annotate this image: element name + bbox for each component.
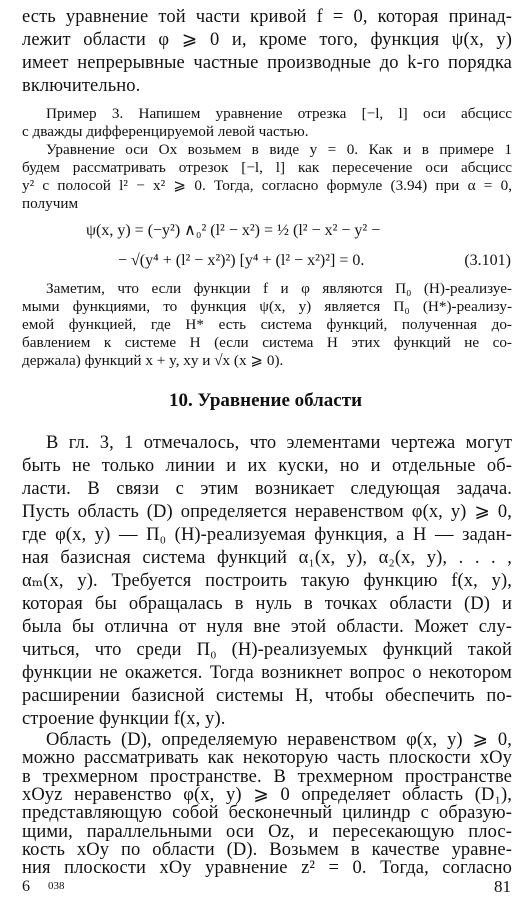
text-line: y² с полосой l² − x² ⩾ 0. Тогда, согласно формуле (3.94) при α = 0, (22, 177, 512, 194)
text-line: есть уравнение той части кривой f = 0, которая принад- (22, 7, 512, 27)
print-code: 038 (48, 880, 65, 892)
text-line: держала) функций x + y, xy и √x (x ⩾ 0). (22, 352, 284, 369)
text-line: ласти. В связи с этим возникает следующая задача. (22, 479, 512, 499)
text-line: в трехмерном пространстве. В трехмерном пространстве (22, 767, 512, 787)
text-line: с дважды дифференцируемой левой частью. (22, 123, 309, 140)
text-line: емой функцией, где H* есть система функций, полученная до- (22, 316, 512, 333)
text-line: функции не окажется. Тогда возникнет вопрос о некотором (22, 663, 512, 683)
text-line: строение функции f(x, y). (22, 709, 226, 729)
text-line: щими, параллельными оси Oz, и пересекающую плос- (22, 822, 512, 842)
equation-number: (3.101) (464, 252, 511, 269)
text-line: читься, что среди П₀ (H)-реализуемых функций такой (22, 640, 512, 660)
text-line: быть не только линии и их куски, но и отдельные об- (22, 456, 512, 476)
text-line: αₘ(x, y). Требуется построить такую функцию f(x, y), (22, 571, 512, 591)
text-line: получим (22, 195, 79, 212)
page-number: 81 (494, 877, 511, 896)
signature-mark: 6 (22, 878, 30, 895)
text-line: имеет непрерывные частные производные до k-го порядка (22, 53, 512, 73)
text-line: включительно. (22, 76, 141, 96)
text-line: была бы отлична от нуля вне этой области. Может слу- (22, 617, 512, 637)
text-line: Уравнение оси Ox возьмем в виде y = 0. Как и в примере 1 (46, 141, 512, 158)
text-line: ния плоскости xOy уравнение z² = 0. Тогда, согласно (22, 859, 512, 879)
text-line: Пусть область (D) определяется неравенством φ(x, y) ⩾ 0, (22, 502, 512, 522)
text-line: лежит области φ ⩾ 0 и, кроме того, функция ψ(x, y) (22, 30, 512, 50)
text-line: будем рассматривать отрезок [−l, l] как пересечение оси абсцисс (22, 159, 512, 176)
text-line: бавлением к системе H (если система H этих функций не со- (22, 334, 512, 351)
text-line: расширении базисной системы H, чтобы обеспечить по- (22, 686, 512, 706)
text-line: ная базисная система функций α₁(x, y), α₂(x, y), . . . , (22, 548, 512, 568)
text-line: В гл. 3, 1 отмечалось, что элементами чертежа могут (46, 433, 512, 453)
section-title: 10. Уравнение области (168, 390, 363, 411)
text-line: представляющую собой бесконечный цилиндр с образую- (22, 804, 512, 824)
text-line: можно рассматривать как некоторую часть плоскости xOy (22, 749, 512, 769)
equation-line-1: ψ(x, y) = (−y²) ∧₀² (l² − x²) = ½ (l² − x² − y² − (86, 222, 381, 239)
equation-line-2: − √(y⁴ + (l² − x²)²) [y⁴ + (l² − x²)²] = 0. (118, 252, 365, 269)
text-line: где φ(x, y) — П₀ (H)-реализуемая функция, а H — задан- (22, 525, 512, 545)
example-heading-line: Пример 3. Напишем уравнение отрезка [−l, l] оси абсцисс (46, 105, 512, 122)
text-line: мыми функциями, то функция ψ(x, y) является П₀ (H*)-реализу- (22, 298, 512, 315)
text-line: которая бы обращалась в нуль в точках области (D) и (22, 594, 512, 614)
text-line: Область (D), определяемую неравенством φ(x, y) ⩾ 0, (46, 731, 512, 750)
text-line: кость xOy по области (D). Возьмем в качестве уравне- (22, 840, 512, 860)
text-line: xOyz неравенство φ(x, y) ⩾ 0 определяет область (D₁), (22, 785, 512, 805)
text-line: Заметим, что если функции f и φ являются П₀ (H)-реализуе- (46, 280, 512, 297)
